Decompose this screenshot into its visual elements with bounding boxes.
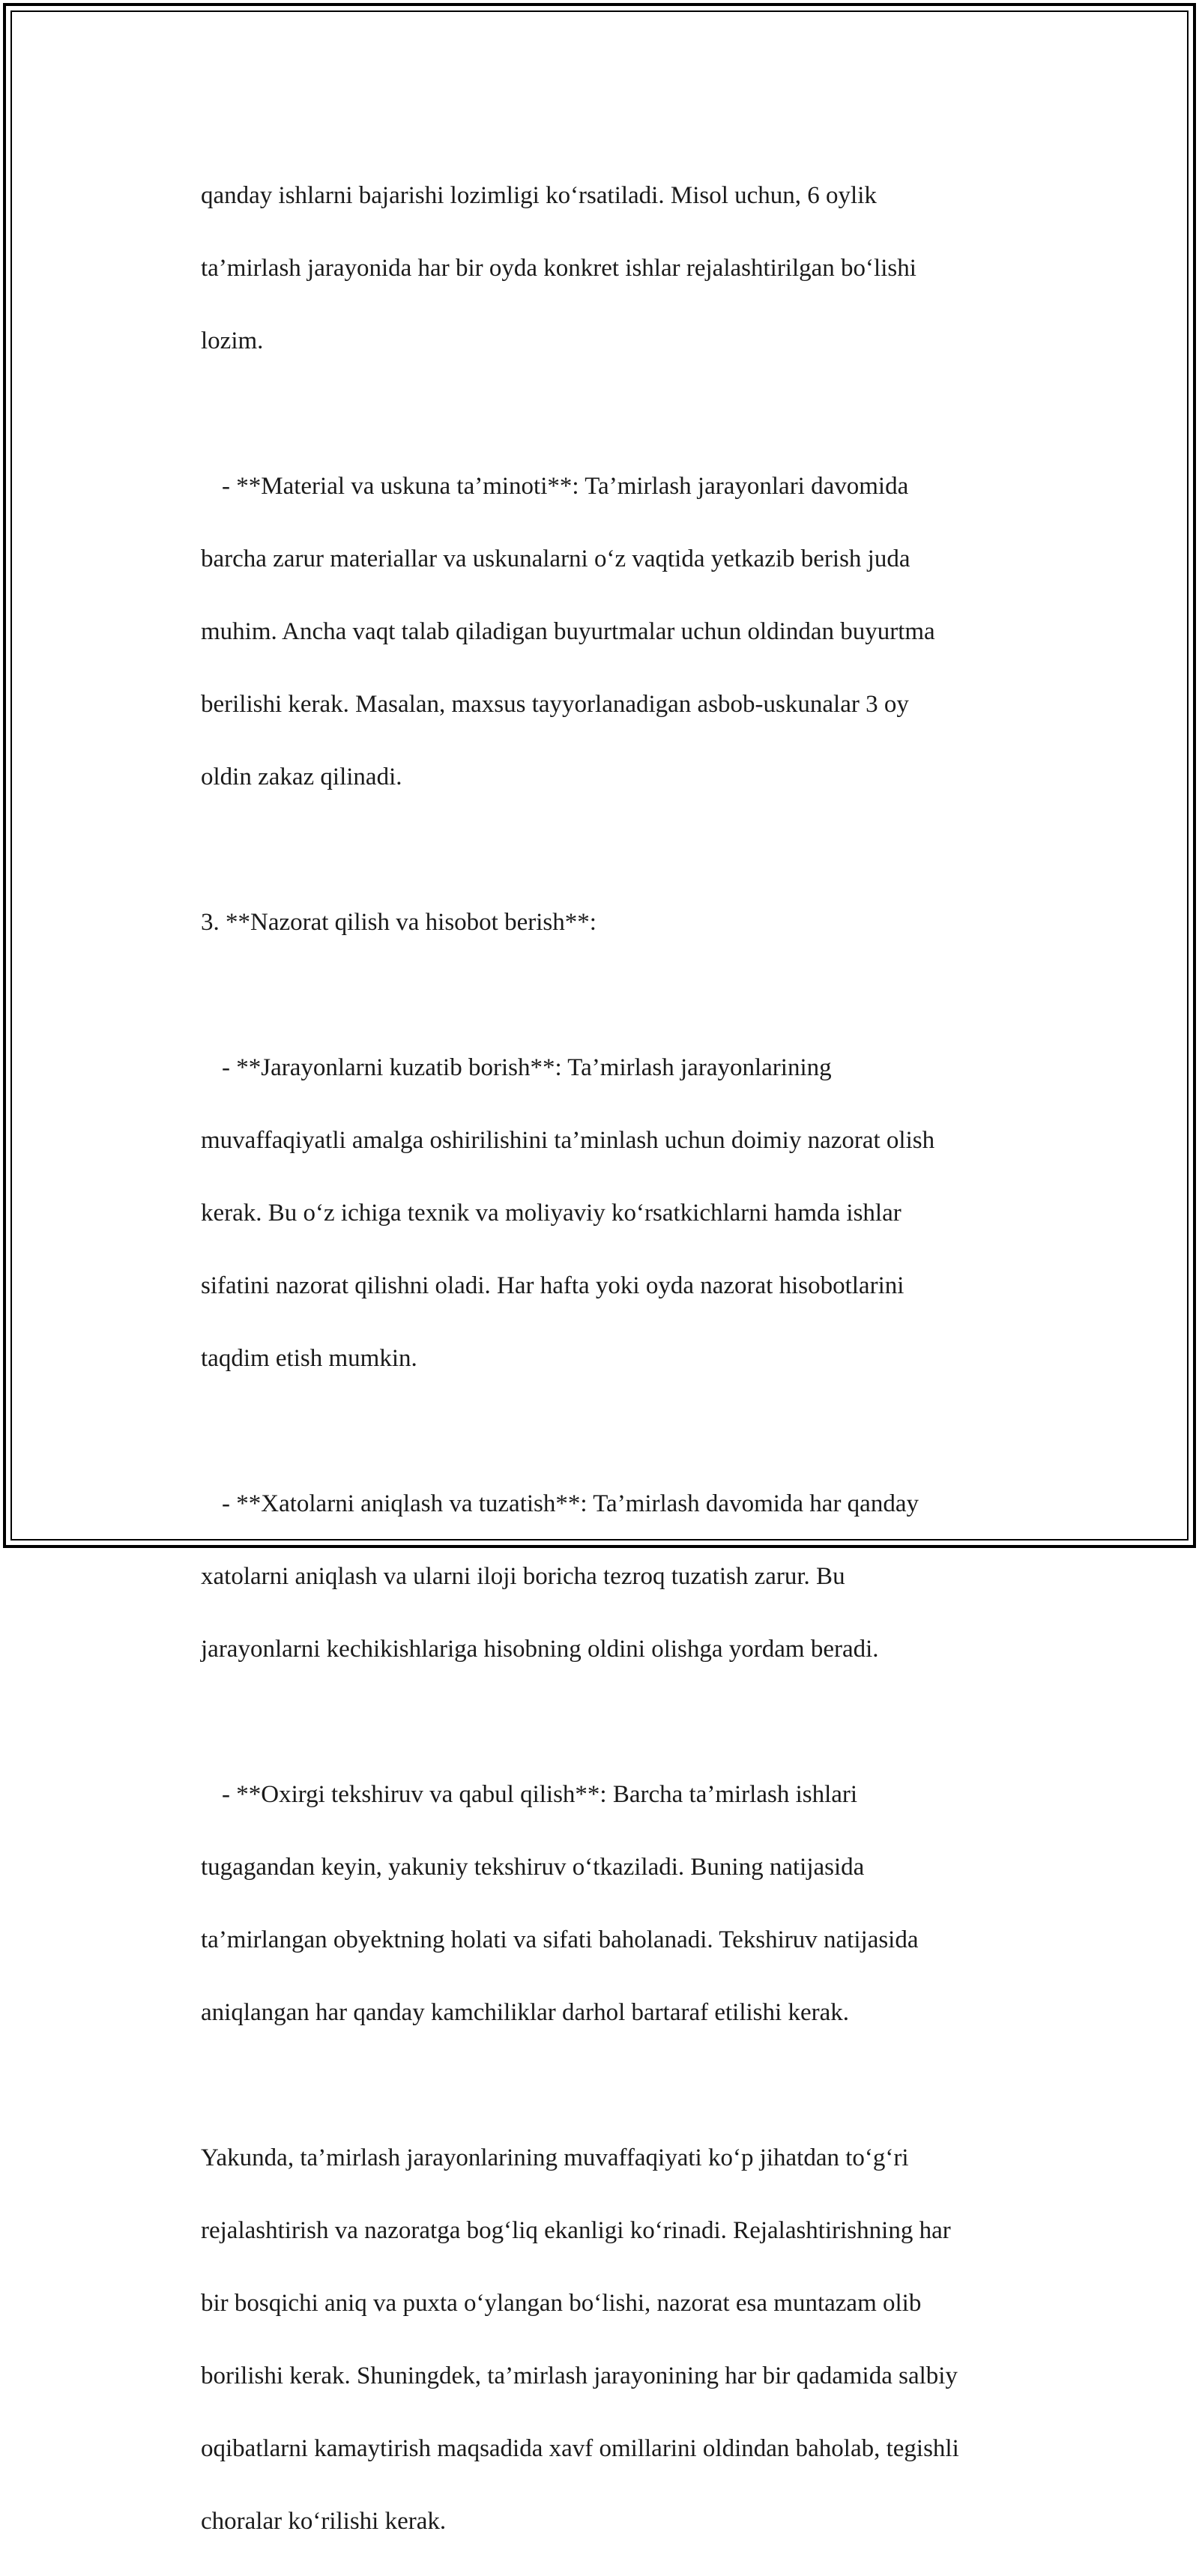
text-line: ta’mirlash jarayonida har bir oyda konkret ishlar rejalashtirilgan bo‘lishi bbox=[201, 254, 916, 282]
text-line: muhim. Ancha vaqt talab qiladigan buyurtmalar uchun oldindan buyurtma bbox=[201, 617, 935, 645]
text-line: qanday ishlarni bajarishi lozimligi ko‘rsatiladi. Misol uchun, 6 oylik bbox=[201, 181, 877, 209]
text-line: xatolarni aniqlash va ularni iloji boricha tezroq tuzatish zarur. Bu bbox=[201, 1562, 845, 1590]
text-line: oqibatlarni kamaytirish maqsadida xavf omillarini oldindan baholab, tegishli bbox=[201, 2434, 959, 2462]
text-line: jarayonlarni kechikishlariga hisobning oldini olishga yordam beradi. bbox=[201, 1635, 879, 1663]
text-line: berilishi kerak. Masalan, maxsus tayyorlanadigan asbob-uskunalar 3 oy bbox=[201, 690, 909, 718]
paragraph-error-correction bbox=[176, 1449, 1030, 1704]
text-line: oldin zakaz qilinadi. bbox=[201, 763, 402, 790]
text-line: tugagandan keyin, yakuniy tekshiruv o‘tkaziladi. Buning natijasida bbox=[201, 1853, 865, 1881]
paragraph-final-inspection bbox=[176, 1740, 1030, 2067]
text-line: choralar ko‘rilishi kerak. bbox=[201, 2507, 447, 2535]
paragraph-conclusion bbox=[176, 2103, 1030, 2576]
text-line: - **Xatolarni aniqlash va tuzatish**: Ta’mirlash davomida har qanday bbox=[222, 1490, 919, 1517]
text-line: - **Oxirgi tekshiruv va qabul qilish**: Barcha ta’mirlash ishlari bbox=[222, 1780, 858, 1808]
text-line: aniqlangan har qanday kamchiliklar darhol bartaraf etilishi kerak. bbox=[201, 1998, 849, 2026]
text-line: kerak. Bu o‘z ichiga texnik va moliyaviy ko‘rsatkichlarni hamda ishlar bbox=[201, 1199, 901, 1227]
text-line: muvaffaqiyatli amalga oshirilishini ta’minlash uchun doimiy nazorat olish bbox=[201, 1126, 935, 1154]
text-line: borilishi kerak. Shuningdek, ta’mirlash jarayonining har bir qadamida salbiy bbox=[201, 2362, 958, 2389]
text-line: taqdim etish mumkin. bbox=[201, 1344, 417, 1372]
text-line: ta’mirlangan obyektning holati va sifati baholanadi. Tekshiruv natijasida bbox=[201, 1926, 919, 1953]
text-line: sifatini nazorat qilishni oladi. Har hafta yoki oyda nazorat hisobotlarini bbox=[201, 1272, 904, 1299]
document-body bbox=[176, 141, 1030, 2576]
paragraph-material-supply bbox=[176, 432, 1030, 832]
text-line: Yakunda, ta’mirlash jarayonlarining muvaffaqiyati ko‘p jihatdan to‘g‘ri bbox=[201, 2144, 909, 2171]
text-line: barcha zarur materiallar va uskunalarni o‘z vaqtida yetkazib berish juda bbox=[201, 545, 910, 572]
text-line: - **Jarayonlarni kuzatib borish**: Ta’mirlash jarayonlarining bbox=[222, 1053, 832, 1081]
text-line: 3. **Nazorat qilish va hisobot berish**: bbox=[201, 908, 597, 936]
text-line: bir bosqichi aniq va puxta o‘ylangan bo‘lishi, nazorat esa muntazam olib bbox=[201, 2289, 922, 2317]
text-line: - **Material va uskuna ta’minoti**: Ta’mirlash jarayonlari davomida bbox=[222, 472, 909, 500]
paragraph-continuation bbox=[176, 141, 1030, 396]
text-line: rejalashtirish va nazoratga bog‘liq ekanligi ko‘rinadi. Rejalashtirishning har bbox=[201, 2216, 951, 2244]
text-line: lozim. bbox=[201, 327, 264, 354]
section-heading-control-reporting bbox=[176, 868, 1030, 977]
paragraph-process-monitoring bbox=[176, 1013, 1030, 1413]
